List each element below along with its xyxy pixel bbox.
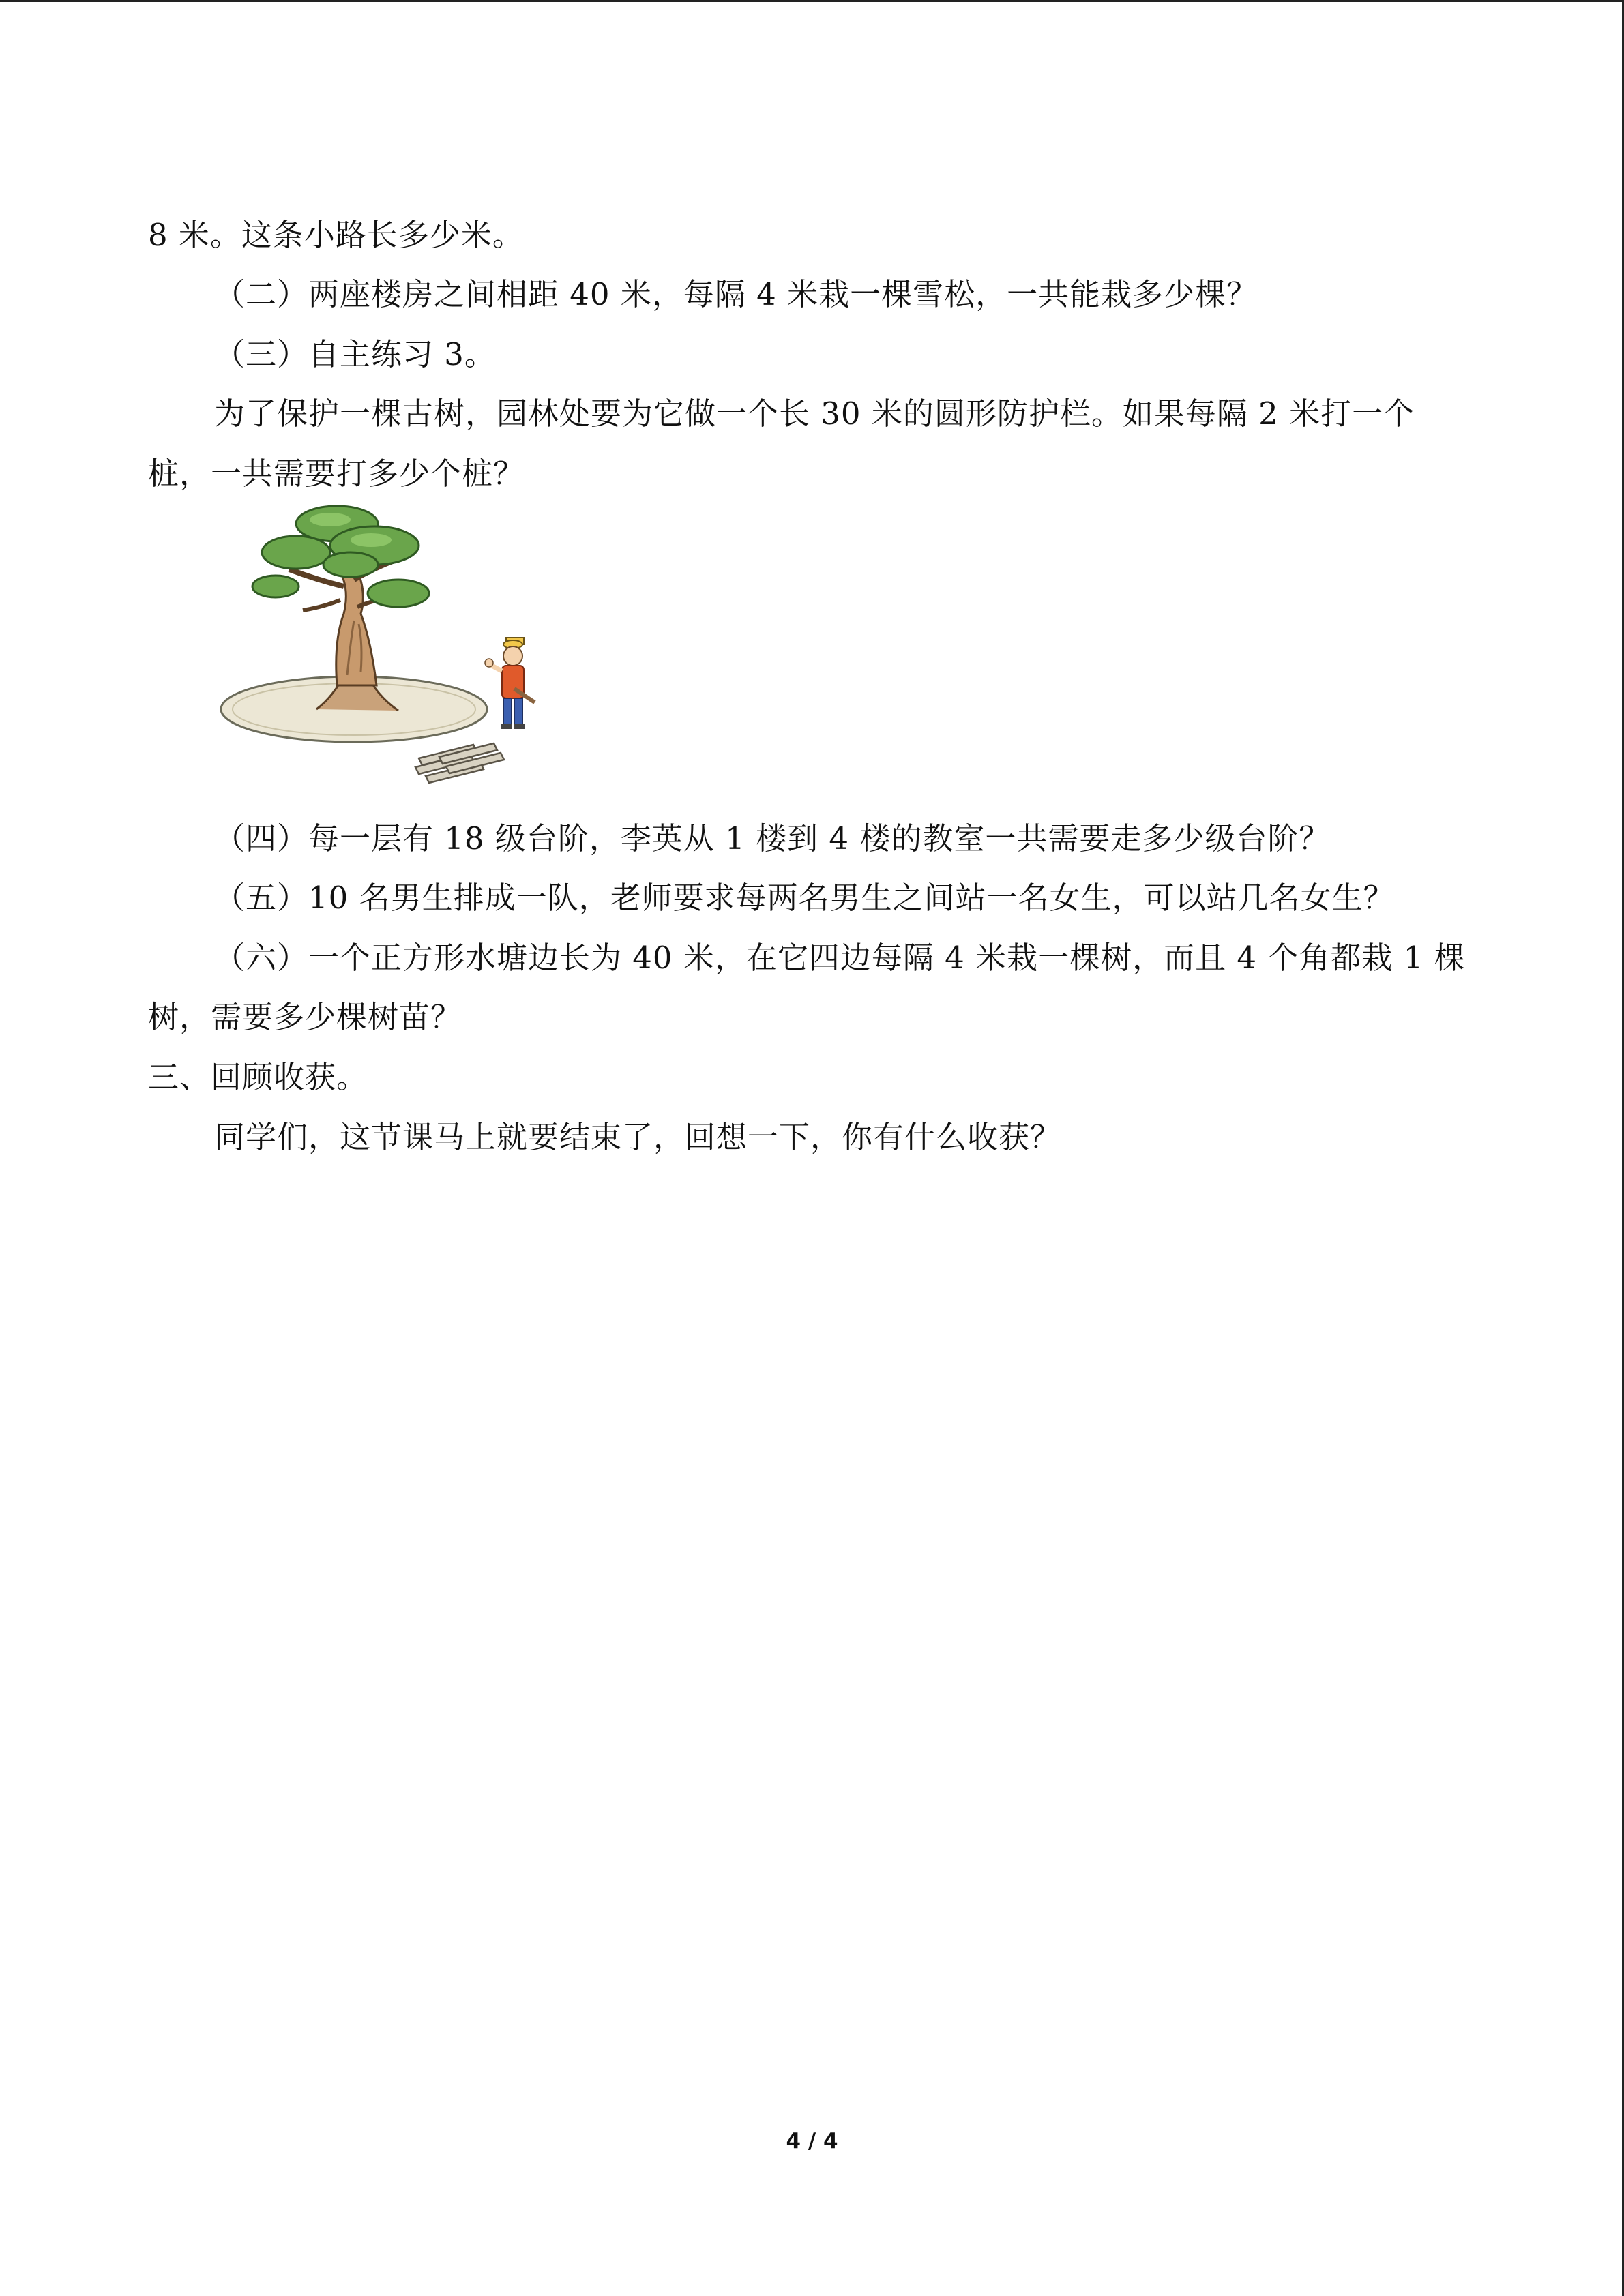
tree-illustration <box>214 505 542 788</box>
page-number: 4 / 4 <box>786 2129 838 2153</box>
text-line-1: 8 米。这条小路长多少米。 <box>148 217 524 253</box>
text-line-5: 桩，一共需要打多少个桩？ <box>148 456 525 492</box>
section-heading: 三、回顾收获。 <box>148 1059 368 1095</box>
text-line-6: （四）每一层有 18 级台阶，李英从 1 楼到 4 楼的教室一共需要走多少级台阶？ <box>214 820 1331 856</box>
text-line-11: 同学们，这节课马上就要结束了，回想一下，你有什么收获？ <box>214 1119 1062 1155</box>
text-line-8: （六）一个正方形水塘边长为 40 米，在它四边每隔 4 米栽一棵树，而且 4 个角都栽 1 棵 <box>214 940 1466 976</box>
text-line-9: 树，需要多少棵树苗？ <box>148 999 462 1035</box>
text-line-2: （二）两座楼房之间相距 40 米，每隔 4 米栽一棵雪松，一共能栽多少棵？ <box>214 276 1258 312</box>
page-border-top <box>0 0 1624 2</box>
text-line-3: （三）自主练习 3。 <box>214 336 496 372</box>
text-line-7: （五）10 名男生排成一队，老师要求每两名男生之间站一名女生，可以站几名女生？ <box>214 880 1395 916</box>
text-line-4: 为了保护一棵古树，园林处要为它做一个长 30 米的圆形防护栏。如果每隔 2 米打一个 <box>214 396 1415 432</box>
